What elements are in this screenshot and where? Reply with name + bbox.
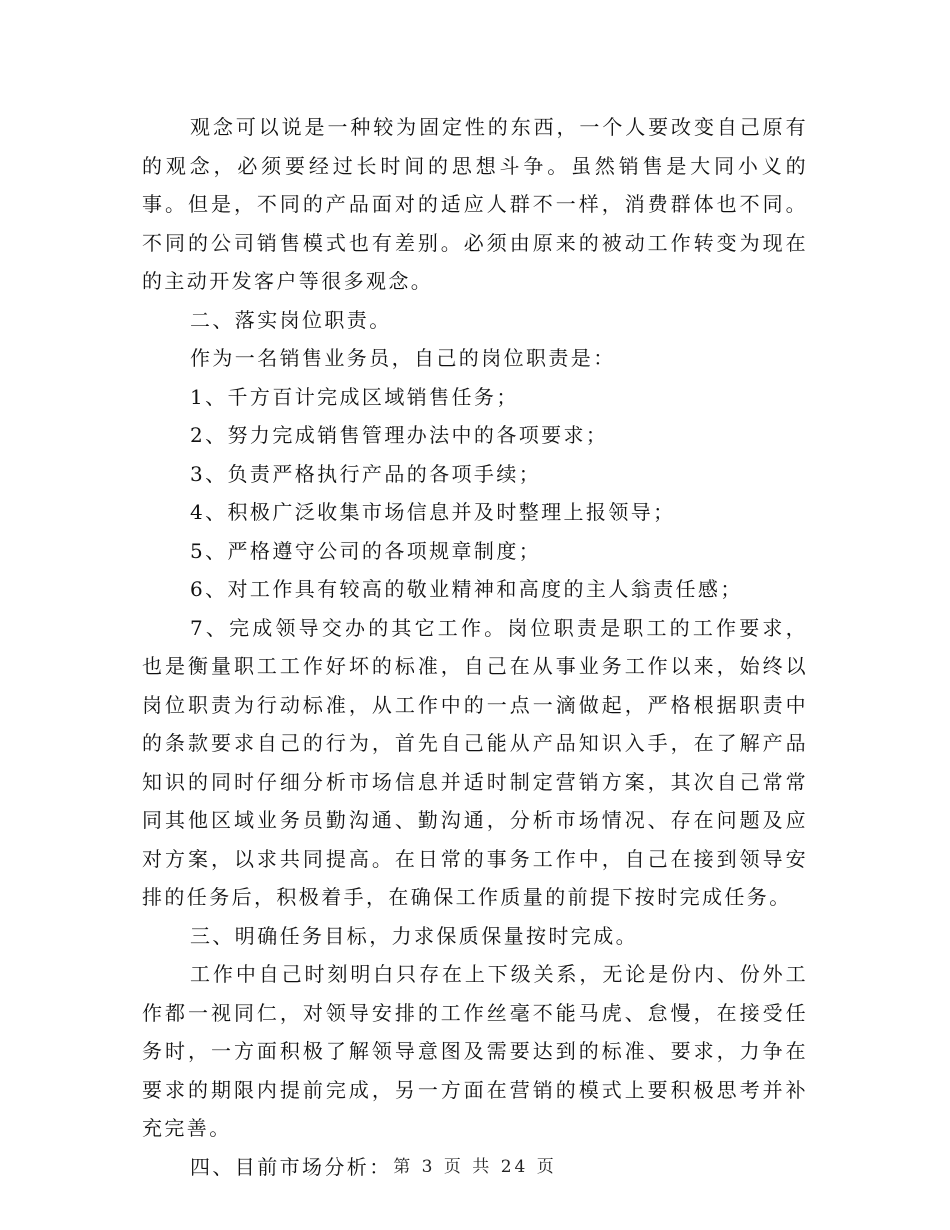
list-item-1: 1、千方百计完成区域销售任务；	[190, 384, 519, 409]
section-heading-3: 三、明确任务目标，力求保质保量按时完成。	[190, 923, 638, 948]
paragraph-duties-lead: 作为一名销售业务员，自己的岗位职责是：	[190, 346, 616, 370]
paragraph-task-goals: 工作中自己时刻明白只存在上下级关系，无论是份内、份外工作都一视同仁，对领导安排的工作丝毫不能马虎、怠慢，在接受任务时，一方面积极了解领导意图及需要达到的标准、要求，力争在要求的期限内提前完成，另一方面在营销的模式上要积极思考并补充完善。	[142, 962, 808, 1140]
list-item-6: 6、对工作具有较高的敬业精神和高度的主人翁责任感；	[190, 577, 743, 601]
list-item-4: 4、积极广泛收集市场信息并及时整理上报领导；	[190, 500, 676, 524]
list-item-7: 7、完成领导交办的其它工作。岗位职责是职工的工作要求，也是衡量职工工作好坏的标准，自己在从事业务工作以来，始终以岗位职责为行动标准，从工作中的一点一滴做起，严格根据职责中的条款要求自己的行为，首先自己能从产品知识入手，在了解产品知识的同时仔细分析市场信息并适时制定营销方案，其次自己常常同其他区域业务员勤沟通、勤沟通，分析市场情况、存在问题及应对方案，以求共同提高。在日常的事务工作中，自己在接到领导安排的任务后，积极着手，在确保工作质量的前提下按时完成任务。	[142, 615, 808, 909]
list-item-5: 5、严格遵守公司的各项规章制度；	[190, 538, 542, 563]
list-item-2: 2、努力完成销售管理办法中的各项要求；	[190, 423, 609, 447]
section-heading-4: 四、目前市场分析：	[190, 1154, 392, 1179]
document-body	[142, 108, 808, 1186]
list-item-3: 3、负责严格执行产品的各项手续；	[190, 461, 542, 486]
section-heading-2: 二、落实岗位职责。	[190, 307, 392, 332]
page-number-footer: 第 3 页 共 24 页	[393, 1157, 557, 1177]
paragraph-intro: 观念可以说是一种较为固定性的东西，一个人要改变自己原有的观念，必须要经过长时间的思想斗争。虽然销售是大同小义的事。但是，不同的产品面对的适应人群不一样，消费群体也不同。不同的公司销售模式也有差别。必须由原来的被动工作转变为现在的主动开发客户等很多观念。	[142, 115, 808, 293]
